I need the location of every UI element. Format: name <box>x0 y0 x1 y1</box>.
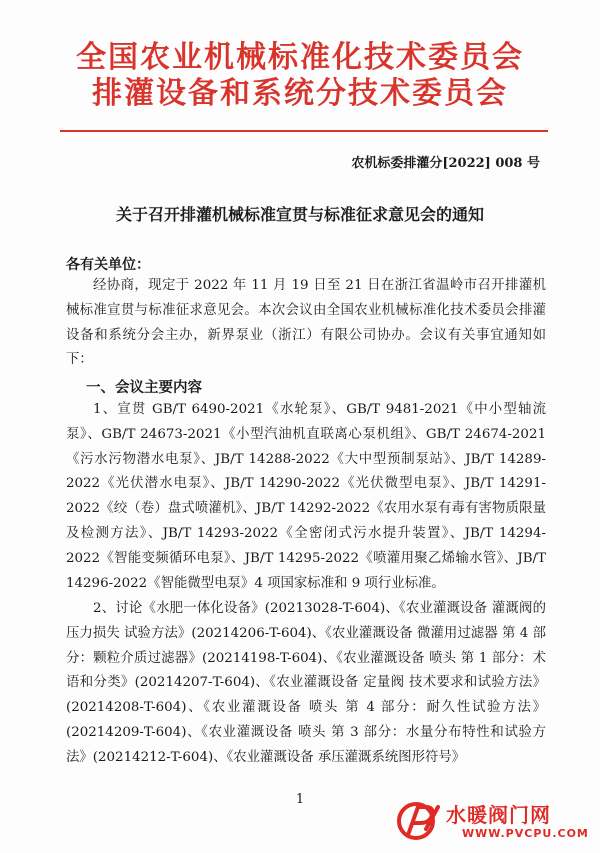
document-number: 农机标委排灌分[2022] 008 号 <box>351 156 540 171</box>
letterhead <box>0 40 600 112</box>
page-number: 1 <box>295 792 305 807</box>
section-heading: 一、会议主要内容 <box>86 380 202 396</box>
watermark-url: WWW.PVCPU.COM <box>462 827 589 840</box>
watermark-title: 水暖阀门网 <box>446 803 551 827</box>
item-1-paragraph: 1、宣贯 GB/T 6490-2021《水轮泵》、GB/T 9481-2021《中小型轴流泵》、GB/T 24673-2021《小型汽油机直联离心泵机组》、GB/T 24674-2021《污水污物潜水电泵》、JB/T 14288-2022《大中型预制泵站》、JB/T 14289-2022《光伏潜水电泵》、JB/T 14290-2022《光伏微型电泵》、JB/T 14291-2022《绞（卷）盘式喷灌机》、JB/T 14292-2022《农用水泵有毒有害物质限量及检测方法》、JB/T 14293-2022《全密闭式污水提升装置》、JB/T 14294-2022《智能变频循环电泵》、JB/T 14295-2022《喷灌用聚乙烯输水管》、JB/T 14296-2022《智能微型电泵》4 项国家标准和 9 项行业标准。 <box>66 402 546 591</box>
site-watermark <box>396 797 592 845</box>
letterhead-line-1: 全国农业机械标准化技术委员会 <box>76 40 524 75</box>
letterhead-divider <box>60 130 548 132</box>
pv-logo-icon <box>396 799 442 843</box>
item-2-paragraph: 2、讨论《水肥一体化设备》(20213028-T-604)、《农业灌溉设备 灌溉阀的压力损失 试验方法》(20214206-T-604)、《农业灌溉设备 微灌用过滤器 第 4 部分：颗粒介质过滤器》(20214198-T-604)、《农业灌溉设备 喷头 第 1 部分：术语和分类》(20214207-T-604)、《农业灌溉设备 定量阀 技术要求和试验方法》(20214208-T-604)、《农业灌溉设备 喷头 第 4 部分：耐久性试验方法》(20214209-T-604)、《农业灌溉设备 喷头 第 3 部分：水量分布特性和试验方法》(20214212-T-604)、《农业灌溉设备 承压灌溉系统图形符号》 <box>66 601 546 765</box>
salutation: 各有关单位： <box>66 257 150 273</box>
intro-paragraph: 经协商，现定于 2022 年 11 月 19 日至 21 日在浙江省温岭市召开排灌机械标准宣贯与标准征求意见会。本次会议由全国农业机械标准化技术委员会排灌设备和系统分会主办，新界泵业（浙江）有限公司协办。会议有关事宜通知如下： <box>66 278 546 368</box>
document-title: 关于召开排灌机械标准宣贯与标准征求意见会的通知 <box>115 205 484 224</box>
letterhead-line-2: 排灌设备和系统分技术委员会 <box>92 76 508 111</box>
